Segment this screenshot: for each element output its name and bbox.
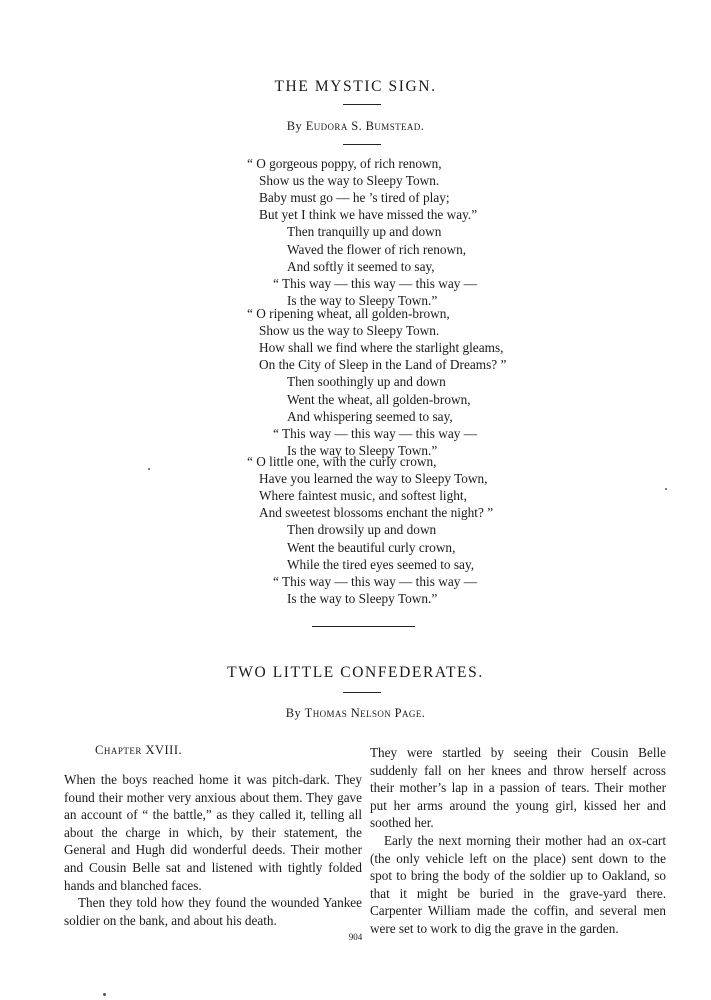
poem-line: How shall we find where the starlight gleams,: [259, 340, 504, 356]
poem-line: “ This way — this way — this way —: [273, 573, 477, 589]
poem-line: “ This way — this way — this way —: [273, 425, 477, 441]
print-speck: [665, 488, 667, 490]
story-title: TWO LITTLE CONFEDERATES.: [227, 664, 484, 681]
chapter-heading: Chapter XVIII.: [95, 743, 183, 757]
poem-line: Waved the flower of rich renown,: [287, 241, 467, 257]
story-title-rule: [343, 692, 381, 693]
page-number: 904: [348, 932, 363, 942]
print-speck: [148, 468, 150, 470]
poem-line: Baby must go — he ’s tired of play;: [259, 190, 450, 206]
poem-line: Have you learned the way to Sleepy Town,: [259, 471, 488, 487]
paragraph: Early the next morning their mother had an ox-cart (the only vehicle left on the place) sent down to the spot to bring the body of the soldier up to Oakland, so that it might be buried in the grave-yard there. Carpenter William made the coffin, and several men were set to work to dig the grave in the garden.: [370, 832, 666, 936]
poem-line: And softly it seemed to say,: [287, 258, 435, 274]
poem-line: And sweetest blossoms enchant the night? ”: [259, 505, 494, 521]
byline-prefix: By: [286, 119, 303, 133]
paragraph: They were startled by seeing their Cousin Belle suddenly fall on her knees and throw herself across their mother’s lap in a passion of tears. Their mother put her arms around the young girl, kissed her and soothed her.: [370, 745, 666, 831]
story-byline: [0, 706, 711, 721]
poem-title: THE MYSTIC SIGN.: [274, 78, 437, 95]
story-column-left: [64, 771, 362, 929]
poem-author: Eudora S. Bumstead.: [305, 119, 425, 133]
poem-line: Went the beautiful curly crown,: [287, 539, 456, 555]
poem-line: Went the wheat, all golden-brown,: [287, 391, 471, 407]
poem-line: Where faintest music, and softest light,: [259, 488, 467, 504]
byline-prefix: By: [285, 706, 302, 720]
paragraph: When the boys reached home it was pitch-dark. They found their mother very anxious about them. They gave an account of “ the battle,” as they called it, telling all about the charge in which, by their statement, the General and Hugh did wonderful deeds. Their mother and Cousin Belle sat and listened with tightly folded hands and blanched faces.: [64, 772, 362, 893]
poem-line: Then tranquilly up and down: [287, 224, 442, 240]
poem-line: “ This way — this way — this way —: [273, 275, 477, 291]
title-rule: [343, 104, 381, 105]
paragraph: Then they told how they found the wounded Yankee soldier on the bank, and about his death.: [64, 895, 362, 928]
story-column-right: [370, 744, 666, 938]
story-author: Thomas Nelson Page.: [304, 706, 426, 720]
poem-line: Then drowsily up and down: [287, 522, 437, 538]
poem-line: Is the way to Sleepy Town.”: [287, 590, 438, 606]
poem-byline: [0, 119, 711, 134]
poem-line: Is the way to Sleepy Town.”: [287, 292, 438, 308]
poem-line: On the City of Sleep in the Land of Dreams? ”: [259, 357, 507, 373]
section-divider: [312, 626, 415, 627]
poem-line: Then soothingly up and down: [287, 374, 446, 390]
poem-line: “ O little one, with the curly crown,: [247, 454, 437, 469]
poem-line: And whispering seemed to say,: [287, 408, 453, 424]
byline-rule: [343, 144, 381, 145]
poem-line: Is the way to Sleepy Town.”: [287, 442, 438, 458]
poem-line: While the tired eyes seemed to say,: [287, 556, 475, 572]
print-speck: [103, 993, 106, 996]
poem-line: Show us the way to Sleepy Town.: [259, 173, 440, 189]
poem-line: “ O ripening wheat, all golden-brown,: [247, 306, 450, 321]
poem-line: But yet I think we have missed the way.”: [259, 207, 478, 223]
poem-line: Show us the way to Sleepy Town.: [259, 323, 440, 339]
poem-line: “ O gorgeous poppy, of rich renown,: [247, 156, 442, 171]
